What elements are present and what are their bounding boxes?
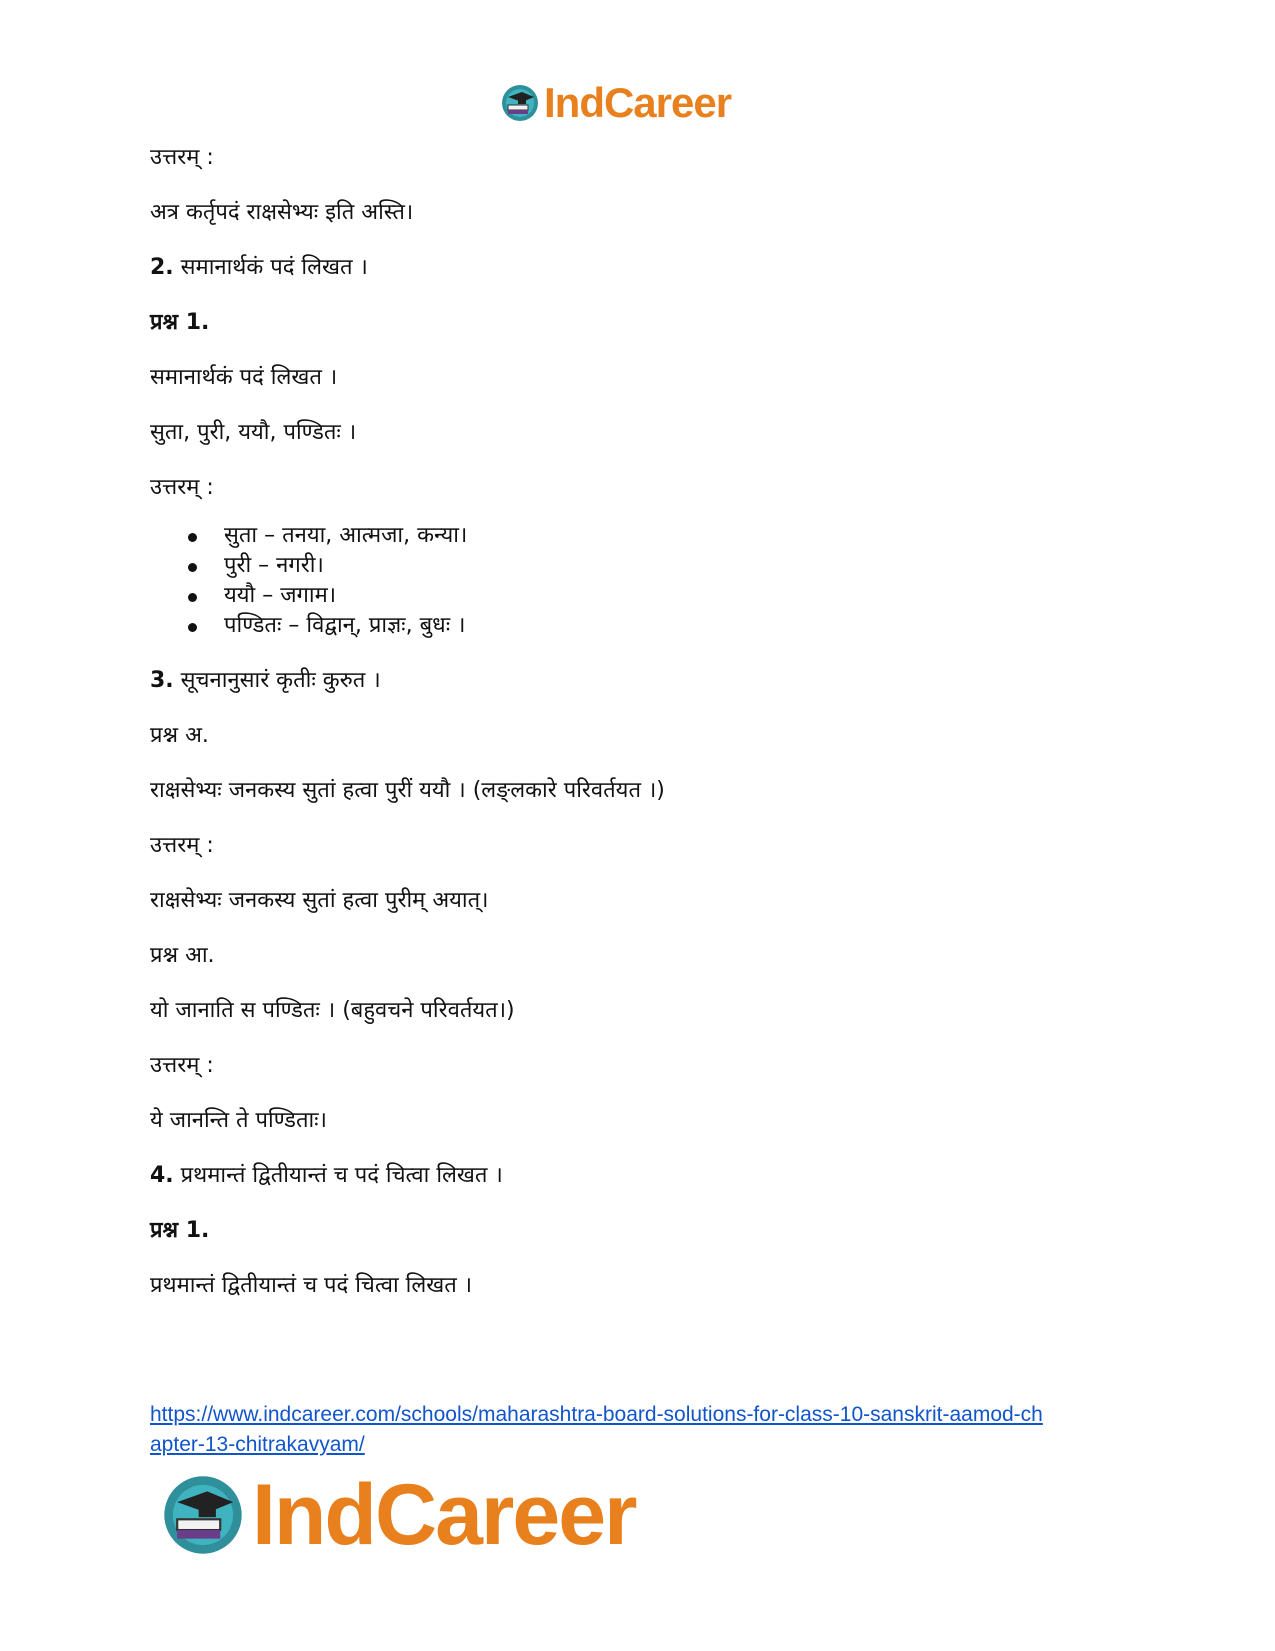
brand-name: IndCareer	[252, 1466, 636, 1563]
question-text: प्रथमान्तं द्वितीयान्तं च पदं चित्वा लिखत ।	[150, 1273, 473, 1298]
source-link[interactable]	[150, 1400, 1130, 1460]
source-link-line-1[interactable]: https://www.indcareer.com/schools/maharashtra-board-solutions-for-class-10-sanskrit-aamod-ch	[150, 1403, 1043, 1426]
answer-label: उत्तरम् :	[150, 833, 214, 858]
question-words: सुता, पुरी, ययौ, पण्डितः ।	[150, 420, 357, 445]
bullet-icon	[188, 593, 197, 602]
answer-label: उत्तरम् :	[150, 475, 214, 500]
document-body	[150, 142, 1150, 1325]
list-item: पुरी – नगरी।	[150, 551, 1150, 581]
section-heading: 4. प्रथमान्तं द्वितीयान्तं च पदं चित्वा लिखत ।	[150, 1163, 503, 1188]
graduation-book-icon	[160, 1472, 246, 1558]
question-label: प्रश्न 1.	[150, 310, 210, 335]
answer-label: उत्तरम् :	[150, 145, 214, 170]
bullet-icon	[188, 533, 197, 542]
question-text: समानार्थकं पदं लिखत ।	[150, 365, 338, 390]
bullet-icon	[188, 563, 197, 572]
source-link-line-2[interactable]: apter-13-chitrakavyam/	[150, 1433, 365, 1456]
header-logo	[500, 78, 731, 128]
question-label: प्रश्न आ.	[150, 943, 215, 968]
footer-logo	[160, 1466, 636, 1563]
list-item: पण्डितः – विद्वान्, प्राज्ञः, बुधः ।	[150, 611, 1150, 641]
bullet-icon	[188, 623, 197, 632]
section-heading: 2. समानार्थकं पदं लिखत ।	[150, 255, 368, 280]
section-heading: 3. सूचनानुसारं कृतीः कुरुत ।	[150, 668, 381, 693]
answer-label: उत्तरम् :	[150, 1053, 214, 1078]
list-item: सुता – तनया, आत्मजा, कन्या।	[150, 521, 1150, 551]
answer-list	[150, 521, 1150, 641]
question-text: राक्षसेभ्यः जनकस्य सुतां हत्वा पुरीं ययौ । (लङ्लकारे परिवर्तयत ।)	[150, 778, 665, 803]
question-label: प्रश्न 1.	[150, 1218, 210, 1243]
answer-text: ये जानन्ति ते पण्डिताः।	[150, 1108, 327, 1133]
brand-name: IndCareer	[544, 79, 732, 126]
list-item: ययौ – जगाम।	[150, 581, 1150, 611]
answer-text: राक्षसेभ्यः जनकस्य सुतां हत्वा पुरीम् अयात्।	[150, 888, 489, 913]
question-label: प्रश्न अ.	[150, 723, 209, 748]
answer-text: अत्र कर्तृपदं राक्षसेभ्यः इति अस्ति।	[150, 200, 414, 225]
question-text: यो जानाति स पण्डितः । (बहुवचने परिवर्तयत।)	[150, 998, 515, 1023]
graduation-book-icon	[500, 83, 540, 123]
